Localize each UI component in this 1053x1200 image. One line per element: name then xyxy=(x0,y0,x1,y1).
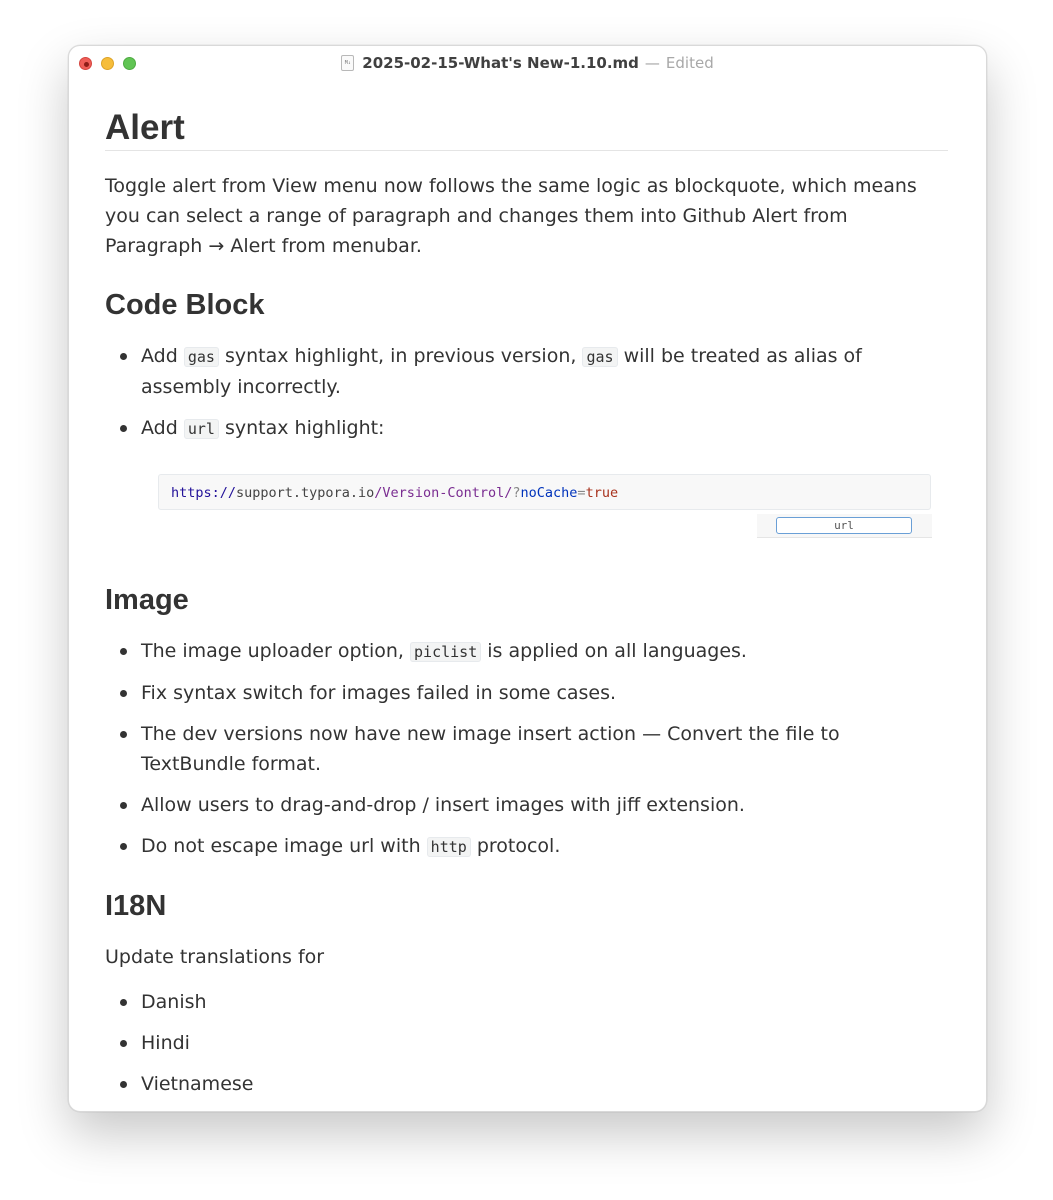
markdown-file-icon: M↓ xyxy=(341,55,354,71)
close-button[interactable] xyxy=(79,57,92,70)
code-token-path: /Version-Control/ xyxy=(374,485,513,501)
code-language-input[interactable]: url xyxy=(776,517,912,534)
text-run: will be treated as alias of assembly incorrectly. xyxy=(141,345,862,398)
minimize-button[interactable] xyxy=(101,57,114,70)
list-item xyxy=(141,636,948,667)
text-run: is applied on all languages. xyxy=(481,640,747,662)
inline-code: url xyxy=(184,419,219,439)
text-run: syntax highlight: xyxy=(218,417,385,439)
list-item-hindi: Hindi xyxy=(141,1028,948,1058)
list-item xyxy=(141,341,948,402)
close-icon xyxy=(84,62,89,67)
text-run: Add xyxy=(141,417,184,439)
code-block[interactable] xyxy=(158,474,931,510)
heading-code-block: Code Block xyxy=(105,289,265,321)
document-body[interactable] xyxy=(105,106,948,1110)
code-token-key: noCache xyxy=(520,485,578,501)
code-token-query-mark: ? xyxy=(512,485,521,501)
text-run: syntax highlight, in previous version, xyxy=(218,345,583,367)
heading-i18n: I18N xyxy=(105,890,167,922)
text-run: protocol. xyxy=(470,835,561,857)
text-run: Add xyxy=(141,345,184,367)
i18n-intro: Update translations for xyxy=(105,946,325,968)
inline-code: gas xyxy=(184,347,219,367)
zoom-button[interactable] xyxy=(123,57,136,70)
image-list xyxy=(105,636,948,862)
code-block-list xyxy=(105,341,948,444)
list-item: Allow users to drag-and-drop / insert images with jiff extension. xyxy=(141,790,948,820)
list-item-vietnamese: Vietnamese xyxy=(141,1069,948,1099)
list-item: The dev versions now have new image insert action — Convert the file to TextBundle format. xyxy=(141,719,948,779)
title-bar xyxy=(69,46,986,80)
list-item-danish: Danish xyxy=(141,987,948,1017)
inline-code: gas xyxy=(582,347,617,367)
text-run: The image uploader option, xyxy=(141,640,411,662)
title-separator: — xyxy=(644,54,660,72)
alert-paragraph: Toggle alert from View menu now follows the same logic as blockquote, which means you can select a range of paragraph and changes them into Github Alert from Paragraph → Alert from menubar. xyxy=(105,175,917,257)
window-controls xyxy=(79,57,136,70)
inline-code: piclist xyxy=(410,642,481,662)
code-token-equals: = xyxy=(577,485,586,501)
inline-code: http xyxy=(427,837,471,857)
editor-window xyxy=(68,45,987,1112)
code-token-protocol: https:// xyxy=(171,485,237,501)
file-name: 2025-02-15-What's New-1.10.md xyxy=(362,54,639,72)
heading-image: Image xyxy=(105,584,189,616)
code-token-value: true xyxy=(585,485,619,501)
list-item xyxy=(141,413,948,444)
heading-alert: Alert xyxy=(105,106,948,151)
window-title xyxy=(341,54,713,72)
code-token-host: support.typora.io xyxy=(236,485,375,501)
list-item: Fix syntax switch for images failed in some cases. xyxy=(141,678,948,708)
text-run: Do not escape image url with xyxy=(141,835,427,857)
language-list xyxy=(105,987,948,1099)
edited-status: Edited xyxy=(665,54,714,72)
list-item xyxy=(141,831,948,862)
code-language-bar xyxy=(757,514,932,538)
